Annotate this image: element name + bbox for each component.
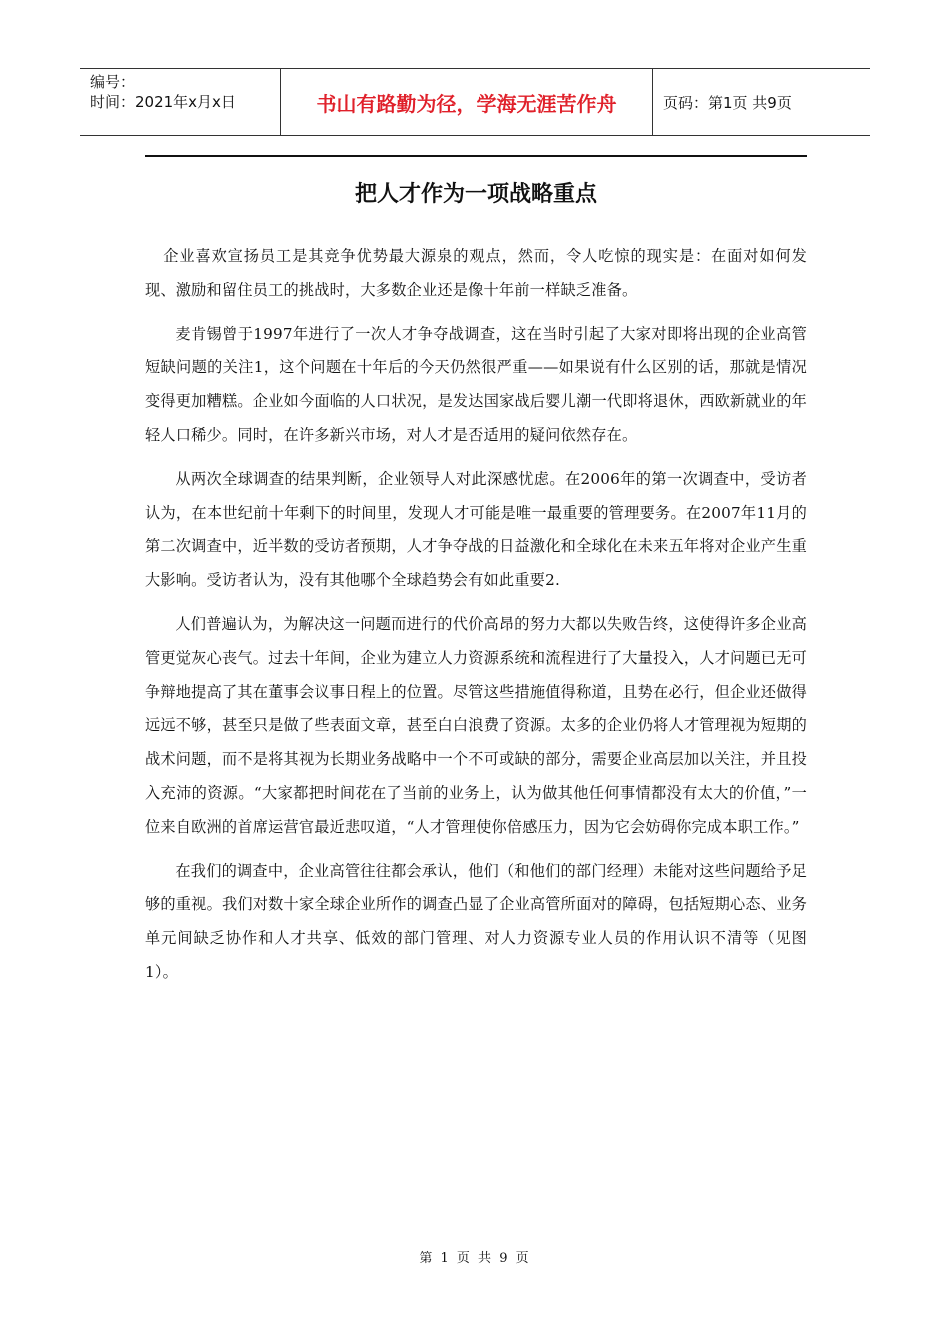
paragraph: 在我们的调查中，企业高管往往都会承认，他们（和他们的部门经理）未能对这些问题给予足够的重视。我们对数十家全球企业所作的调查凸显了企业高管所面对的障碍，包括短期心态、业务单元间缺乏协作和人才共享、低效的部门管理、对人力资源专业人员的作用认识不清等（见图1）。 [145,861,807,981]
document-body [145,240,807,1000]
header-motto-cell [280,69,653,135]
document-title: 把人才作为一项战略重点 [354,182,597,207]
paragraph: 人们普遍认为，为解决这一问题而进行的代价高昂的努力大都以失败告终，这使得许多企业高管更觉灰心丧气。过去十年间，企业为建立人力资源系统和流程进行了大量投入，人才问题已无可争辩地提高了其在董事会议事日程上的位置。尽管这些措施值得称道，且势在必行，但企业还做得远远不够，甚至只是做了些表面文章，甚至白白浪费了资源。太多的企业仍将人才管理视为短期的战术问题，而不是将其视为长期业务战略中一个不可或缺的部分，需要企业高层加以关注，并且投入充沛的资源。“大家都把时间花在了当前的业务上，认为做其他任何事情都没有太大的价值，”一位来自欧洲的首席运营官最近悲叹道，“人才管理使你倍感压力，因为它会妨碍你完成本职工作。” [145,614,807,836]
paragraph: 从两次全球调查的结果判断，企业领导人对此深感忧虑。在2006年的第一次调查中，受访者认为，在本世纪前十年剩下的时间里，发现人才可能是唯一最重要的管理要务。在2007年11月的第二次调查中，近半数的受访者预期，人才争夺战的日益激化和全球化在未来五年将对企业产生重大影响。受访者认为，没有其他哪个全球趋势会有如此重要2. [145,469,807,590]
motto-text: 书山有路勤为径，学海无涯苦作舟 [316,91,617,116]
time-label: 时间：2021年x月x日 [90,93,236,111]
title-divider [145,155,807,157]
header-page-cell [653,69,870,135]
header-table [80,68,870,136]
page-footer: 第 1 页 共 9 页 [419,1251,531,1266]
header-info-cell [80,69,280,135]
page-label: 页码：第1页 共9页 [663,93,792,112]
paragraph: 麦肯锡曾于1997年进行了一次人才争夺战调查，这在当时引起了大家对即将出现的企业高管短缺问题的关注1，这个问题在十年后的今天仍然很严重——如果说有什么区别的话，那就是情况变得更加糟糕。企业如今面临的人口状况，是发达国家战后婴儿潮一代即将退休，西欧新就业的年轻人口稀少。同时，在许多新兴市场，对人才是否适用的疑问依然存在。 [145,324,807,444]
number-label: 编号： [90,73,136,91]
paragraph: 企业喜欢宣扬员工是其竞争优势最大源泉的观点，然而，令人吃惊的现实是：在面对如何发现、激励和留住员工的挑战时，大多数企业还是像十年前一样缺乏准备。 [145,247,807,299]
